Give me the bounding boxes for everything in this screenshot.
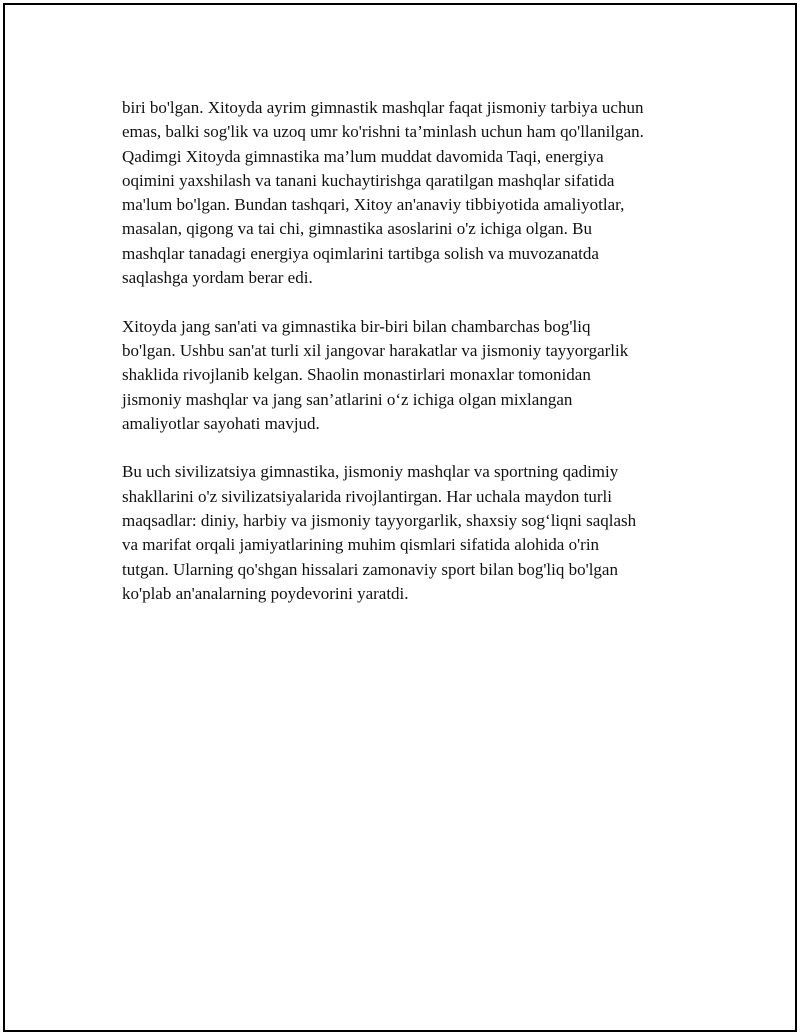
text-line: emas, balki sog'lik va uzoq umr ko'rishni ta’minlash uchun ham qo'llanilgan. <box>122 122 644 142</box>
text-line: maqsadlar: diniy, harbiy va jismoniy tayyorgarlik, shaxsiy sog‘liqni saqlash <box>122 511 637 531</box>
text-line: masalan, qigong va tai chi, gimnastika asoslarini o'z ichiga olgan. Bu <box>122 219 592 239</box>
paragraph-2 <box>122 315 702 436</box>
document-body <box>122 96 702 631</box>
text-line: Xitoyda jang san'ati va gimnastika bir-biri bilan chambarchas bog'liq <box>122 316 591 336</box>
text-line: tutgan. Ularning qo'shgan hissalari zamonaviy sport bilan bog'liq bo'lgan <box>122 559 618 579</box>
text-line: mashqlar tanadagi energiya oqimlarini tartibga solish va muvozanatda <box>122 243 599 263</box>
text-line: shakllarini o'z sivilizatsiyalarida rivojlantirgan. Har uchala maydon turli <box>122 486 612 506</box>
text-line: ko'plab an'analarning poydevorini yaratdi. <box>122 583 409 603</box>
text-line: jismoniy mashqlar va jang san’atlarini o‘z ichiga olgan mixlangan <box>122 389 573 409</box>
text-line: bo'lgan. Ushbu san'at turli xil jangovar harakatlar va jismoniy tayyorgarlik <box>122 340 629 360</box>
text-line: va marifat orqali jamiyatlarining muhim qismlari sifatida alohida o'rin <box>122 535 600 555</box>
text-line: ma'lum bo'lgan. Bundan tashqari, Xitoy an'anaviy tibbiyotida amaliyotlar, <box>122 195 625 215</box>
paragraph-1 <box>122 96 702 290</box>
text-line: oqimini yaxshilash va tanani kuchaytirishga qaratilgan mashqlar sifatida <box>122 170 615 190</box>
text-line: Qadimgi Xitoyda gimnastika ma’lum muddat davomida Taqi, energiya <box>122 146 604 166</box>
text-line: shaklida rivojlanib kelgan. Shaolin monastirlari monaxlar tomonidan <box>122 365 591 385</box>
text-line: saqlashga yordam berar edi. <box>122 268 313 288</box>
text-line: Bu uch sivilizatsiya gimnastika, jismoniy mashqlar va sportning qadimiy <box>122 462 619 482</box>
text-line: biri bo'lgan. Xitoyda ayrim gimnastik mashqlar faqat jismoniy tarbiya uchun <box>122 98 644 117</box>
paragraph-3 <box>122 460 702 606</box>
page-frame <box>3 3 797 1032</box>
text-line: amaliyotlar sayohati mavjud. <box>122 413 320 433</box>
